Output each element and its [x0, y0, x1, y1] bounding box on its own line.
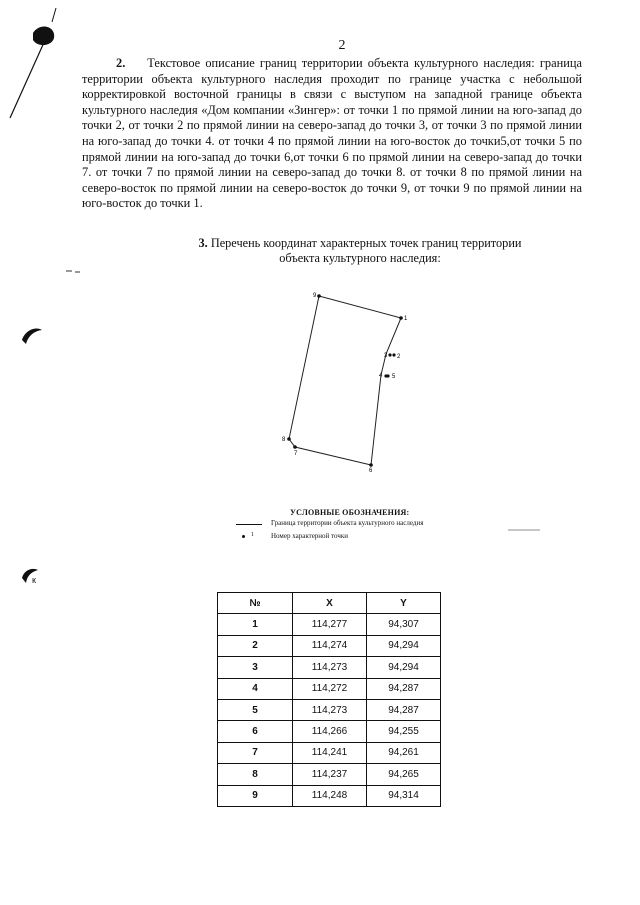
legend-title: УСЛОВНЫЕ ОБОЗНАЧЕНИЯ: [290, 508, 410, 517]
boundary-line [289, 296, 401, 465]
cell-x: 114,266 [293, 721, 367, 742]
table-row [218, 614, 441, 635]
table-row [218, 742, 441, 763]
coordinates-table [217, 592, 441, 807]
paragraph-text: Текстовое описание границ территории объекта культурного наследия: граница территории объекта культурного наследия проходит по границе участка с небольшой корректировкой восточной границы в связи с выступом на западной границе объекта культурного наследия «Дом компании «Зингер»: от точки 1 по прямой линии на юго-запад до точки 2, от точки 2 по прямой линии на северо-запад до точки 3, от точки 3 по прямой линии на юго-запад до точки 4. от точки 4 по прямой линии на юго-восток до точки5,от точки 5 по прямой линии на юго-запад до точки 6,от точки 6 по прямой линии на северо-запад до точки 7. от точки 7 по прямой линии на северо-запад до точки 8. от точки 8 по прямой линии на северо-восток по прямой линии на северо-восток до точки 9, от точки 9 по прямой линии на юго-восток до точки 1. [82, 56, 582, 211]
point-label-1: 1 [404, 316, 408, 322]
point-label-2: 2 [397, 354, 401, 360]
cell-y: 94,294 [367, 657, 441, 678]
legend-dot-number: 1 [251, 532, 254, 538]
legend-dot-label: Номер характерной точки [271, 532, 348, 540]
point-marker-1 [399, 316, 403, 320]
cell-x: 114,273 [293, 699, 367, 720]
cell-y: 94,294 [367, 635, 441, 656]
point-label-5: 5 [392, 374, 396, 380]
point-label-8: 8 [282, 437, 286, 443]
cell-x: 114,274 [293, 635, 367, 656]
cell-number: 8 [218, 764, 293, 785]
section-number: 3. [198, 236, 208, 250]
cell-y: 94,265 [367, 764, 441, 785]
cell-x: 114,272 [293, 678, 367, 699]
point-marker-8 [287, 437, 291, 441]
table-row [218, 657, 441, 678]
cell-y: 94,307 [367, 614, 441, 635]
cell-number: 1 [218, 614, 293, 635]
cell-number: 9 [218, 785, 293, 806]
table-row [218, 678, 441, 699]
point-label-9: 9 [313, 293, 317, 299]
legend-line-sample [236, 524, 262, 525]
header-number: № [218, 593, 293, 614]
table-row [218, 785, 441, 806]
point-label-3: 3 [384, 353, 388, 359]
table-row [218, 699, 441, 720]
cell-y: 94,261 [367, 742, 441, 763]
point-label-7: 7 [294, 451, 298, 457]
cell-y: 94,287 [367, 678, 441, 699]
point-label-4: 4 [379, 373, 383, 379]
point-marker-5 [386, 374, 389, 377]
header-y: Y [367, 593, 441, 614]
paragraph-number: 2. [116, 56, 126, 70]
point-label-6: 6 [369, 468, 373, 474]
section-title-line1: Перечень координат характерных точек границ территории [210, 236, 522, 250]
cell-number: 7 [218, 742, 293, 763]
cell-number: 5 [218, 699, 293, 720]
cell-y: 94,287 [367, 699, 441, 720]
cell-number: 4 [218, 678, 293, 699]
cell-x: 114,248 [293, 785, 367, 806]
point-marker-2 [392, 353, 395, 356]
table-header-row [218, 593, 441, 614]
cell-x: 114,277 [293, 614, 367, 635]
legend-line-label: Граница территории объекта культурного наследия [271, 519, 424, 527]
cell-number: 6 [218, 721, 293, 742]
section-title-line2: объекта культурного наследия: [279, 251, 441, 265]
table-row [218, 764, 441, 785]
cell-x: 114,241 [293, 742, 367, 763]
cell-y: 94,314 [367, 785, 441, 806]
svg-text:к: к [32, 575, 36, 585]
legend-dot-sample [242, 535, 245, 538]
point-marker-9 [317, 294, 321, 298]
table-row [218, 721, 441, 742]
header-x: X [293, 593, 367, 614]
cell-number: 2 [218, 635, 293, 656]
cell-number: 3 [218, 657, 293, 678]
table-row [218, 635, 441, 656]
point-marker-3 [388, 353, 391, 356]
cell-x: 114,273 [293, 657, 367, 678]
point-marker-6 [369, 463, 373, 467]
point-marker-7 [293, 445, 297, 449]
cell-y: 94,255 [367, 721, 441, 742]
page-number: 2 [338, 38, 346, 53]
cell-x: 114,237 [293, 764, 367, 785]
